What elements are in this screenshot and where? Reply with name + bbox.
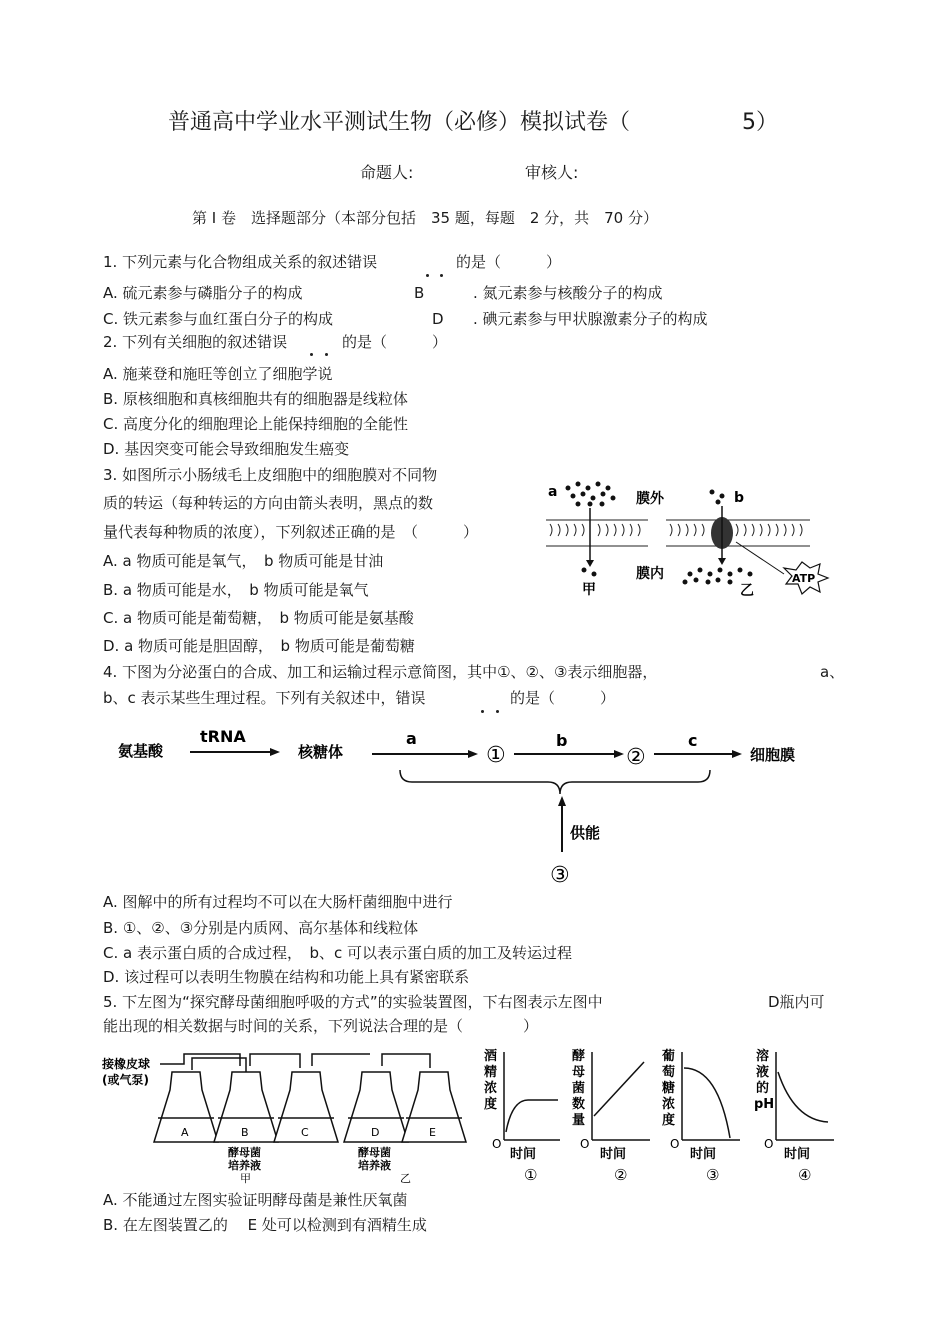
graph-3-ylabel-4: 浓 bbox=[662, 1097, 676, 1112]
particles-b-outside bbox=[710, 490, 725, 505]
graph-1-ylabel-3: 浓 bbox=[484, 1081, 498, 1096]
graph-4 bbox=[754, 1048, 834, 1184]
emphasis-dot bbox=[481, 710, 484, 713]
fig-label-yi: 乙 bbox=[400, 1172, 411, 1185]
graph-1-ylabel-1: 酒 bbox=[484, 1049, 498, 1064]
flask-label-b: B bbox=[241, 1126, 249, 1139]
fig-pump-label: 接橡皮球 bbox=[102, 1057, 151, 1071]
graph-4-ylabel-1: 溶 bbox=[756, 1049, 770, 1064]
graph-1-xlabel: 时间 bbox=[510, 1147, 537, 1162]
q2-stem: 2. 下列有关细胞的叙述错误 bbox=[103, 333, 288, 351]
graph-1-curve bbox=[506, 1100, 558, 1132]
graph-2 bbox=[572, 1048, 650, 1184]
graph-2-ylabel-3: 菌 bbox=[572, 1081, 586, 1096]
fig-label-atp: ATP bbox=[792, 572, 816, 585]
graph-4-number: ④ bbox=[798, 1166, 812, 1184]
graph-3-ylabel-1: 葡 bbox=[662, 1049, 676, 1064]
q2-option-a: A. 施莱登和施旺等创立了细胞学说 bbox=[103, 365, 333, 383]
graph-4-origin: O bbox=[764, 1137, 774, 1151]
fig-amino-acid: 氨基酸 bbox=[118, 742, 164, 760]
fig-culture-label-jia: 培养液 bbox=[228, 1159, 261, 1172]
secretory-protein-flow bbox=[110, 726, 830, 890]
particles-a-outside bbox=[566, 482, 616, 507]
q4-line2: b、c 表示某些生理过程。下列有关叙述中，错误 bbox=[103, 689, 426, 707]
graph-2-ylabel-2: 母 bbox=[572, 1065, 586, 1080]
q3-line2: 质的转运（每种转运的方向由箭头表明，黑点的数 bbox=[103, 494, 434, 512]
q4-line1: 4. 下图为分泌蛋白的合成、加工和运输过程示意简图，其中①、②、③表示细胞器， bbox=[103, 663, 658, 681]
q3-option-b: B. a 物质可能是水， b 物质可能是氧气 bbox=[103, 581, 369, 599]
graph-4-curve bbox=[778, 1072, 828, 1122]
emphasis-dot bbox=[310, 353, 313, 356]
q5-option-b: B. 在左图装置乙的 E 处可以检测到有酒精生成 bbox=[103, 1216, 427, 1234]
section-heading: 第 Ⅰ 卷 选择题部分（本部分包括 35 题，每题 2 分，共 70 分） bbox=[192, 209, 658, 227]
graph-1-ylabel-2: 精 bbox=[484, 1065, 498, 1080]
yeast-respiration-apparatus bbox=[100, 1046, 470, 1186]
fig-trna: tRNA bbox=[200, 727, 246, 746]
graph-3-curve bbox=[684, 1068, 730, 1138]
q4-line1-end: a、 bbox=[820, 663, 845, 681]
graph-4-ylabel-4: pH bbox=[754, 1097, 775, 1112]
graph-1-number: ① bbox=[524, 1166, 538, 1184]
tubes bbox=[160, 1054, 430, 1072]
q1-option-d-letter: D bbox=[432, 310, 444, 328]
q1-stem: 1. 下列元素与化合物组成关系的叙述错误 bbox=[103, 253, 378, 271]
graph-4-ylabel-3: 的 bbox=[756, 1081, 770, 1096]
reviewer-label: 审核人: bbox=[525, 163, 579, 182]
fig-cell-membrane: 细胞膜 bbox=[750, 746, 796, 764]
q2-option-b: B. 原核细胞和真核细胞共有的细胞器是线粒体 bbox=[103, 390, 408, 408]
q1-option-d: . 碘元素参与甲状腺激素分子的构成 bbox=[473, 310, 708, 328]
flask-label-d: D bbox=[371, 1126, 380, 1139]
q5-line1-end: D瓶内可 bbox=[768, 993, 825, 1011]
fig-label-jia: 甲 bbox=[582, 582, 596, 598]
graph-3-ylabel-3: 糖 bbox=[662, 1081, 676, 1096]
author-label: 命题人: bbox=[360, 163, 414, 182]
fig-label-jia: 甲 bbox=[240, 1172, 251, 1185]
lipid-bilayer bbox=[546, 520, 810, 546]
fig-organelle-3: ③ bbox=[550, 863, 570, 888]
page-title: 普通高中学业水平测试生物（必修）模拟试卷（ bbox=[168, 110, 631, 135]
graph-2-ylabel-1: 酵 bbox=[572, 1049, 586, 1064]
q4-option-b: B. ①、②、③分别是内质网、高尔基体和线粒体 bbox=[103, 919, 419, 937]
graph-3-ylabel-2: 萄 bbox=[662, 1065, 676, 1080]
graph-3 bbox=[661, 1048, 740, 1184]
q2-stem-end: 的是（ ） bbox=[342, 333, 448, 351]
atp-arrow bbox=[736, 542, 784, 574]
q4-line2-end: 的是（ ） bbox=[510, 689, 616, 707]
q3-option-a: A. a 物质可能是氧气， b 物质可能是甘油 bbox=[103, 552, 384, 570]
fig-culture-label-yi: 培养液 bbox=[358, 1159, 391, 1172]
q1-option-b-letter: B bbox=[414, 284, 425, 302]
q3-line3: 量代表每种物质的浓度），下列叙述正确的是 （ ） bbox=[103, 523, 479, 541]
q4-option-d: D. 该过程可以表明生物膜在结构和功能上具有紧密联系 bbox=[103, 968, 470, 986]
graph-4-xlabel: 时间 bbox=[784, 1147, 811, 1162]
q1-option-a: A. 硫元素参与磷脂分子的构成 bbox=[103, 284, 303, 302]
q4-option-a: A. 图解中的所有过程均不可以在大肠杆菌细胞中进行 bbox=[103, 893, 453, 911]
flask-label-a: A bbox=[181, 1126, 189, 1139]
fig-process-c: c bbox=[688, 731, 698, 750]
fig-label-b: b bbox=[734, 490, 745, 506]
flask-label-e: E bbox=[429, 1126, 436, 1139]
graph-3-origin: O bbox=[670, 1137, 680, 1151]
q3-option-d: D. a 物质可能是胆固醇， b 物质可能是葡萄糖 bbox=[103, 637, 415, 655]
q2-option-d: D. 基因突变可能会导致细胞发生癌变 bbox=[103, 440, 350, 458]
fig-energy-supply: 供能 bbox=[570, 824, 601, 842]
particles-a-inside bbox=[582, 568, 597, 577]
brace bbox=[400, 770, 710, 794]
fig-organelle-2: ② bbox=[626, 745, 646, 770]
emphasis-dot bbox=[426, 274, 429, 277]
graph-2-curve bbox=[594, 1062, 644, 1116]
q2-option-c: C. 高度分化的细胞理论上能保持细胞的全能性 bbox=[103, 415, 409, 433]
graph-3-ylabel-5: 度 bbox=[662, 1113, 676, 1128]
graph-2-ylabel-4: 数 bbox=[572, 1097, 586, 1112]
fig-process-b: b bbox=[556, 731, 568, 750]
q5-option-a: A. 不能通过左图实验证明酵母菌是兼性厌氧菌 bbox=[103, 1191, 408, 1209]
fig-pump-label-2: (或气泵) bbox=[102, 1073, 149, 1087]
flask-label-c: C bbox=[301, 1126, 309, 1139]
particles-b-inside bbox=[683, 568, 753, 585]
graph-2-ylabel-5: 量 bbox=[572, 1113, 586, 1128]
q4-option-c: C. a 表示蛋白质的合成过程， b、c 可以表示蛋白质的加工及转运过程 bbox=[103, 944, 573, 962]
q5-line1: 5. 下左图为“探究酵母菌细胞呼吸的方式”的实验装置图，下右图表示左图中 bbox=[103, 993, 603, 1011]
respiration-graphs bbox=[478, 1046, 844, 1186]
fig-organelle-1: ① bbox=[486, 743, 506, 768]
fig-ribosome: 核糖体 bbox=[298, 743, 344, 761]
fig-label-inside: 膜内 bbox=[636, 566, 664, 582]
emphasis-dot bbox=[496, 710, 499, 713]
graph-1 bbox=[483, 1048, 560, 1184]
fig-label-a: a bbox=[548, 484, 558, 500]
graph-3-xlabel: 时间 bbox=[690, 1147, 717, 1162]
graph-2-origin: O bbox=[580, 1137, 590, 1151]
fig-label-yi: 乙 bbox=[740, 583, 754, 599]
q3-option-c: C. a 物质可能是葡萄糖， b 物质可能是氨基酸 bbox=[103, 609, 414, 627]
graph-2-number: ② bbox=[614, 1166, 628, 1184]
graph-1-origin: O bbox=[492, 1137, 502, 1151]
emphasis-dot bbox=[440, 274, 443, 277]
fig-label-outside: 膜外 bbox=[636, 491, 664, 507]
q5-line2: 能出现的相关数据与时间的关系，下列说法合理的是（ ） bbox=[103, 1017, 539, 1035]
graph-2-xlabel: 时间 bbox=[600, 1147, 627, 1162]
graph-3-number: ③ bbox=[706, 1166, 720, 1184]
graph-1-ylabel-4: 度 bbox=[484, 1097, 498, 1112]
emphasis-dot bbox=[325, 353, 328, 356]
q1-option-b: . 氮元素参与核酸分子的构成 bbox=[473, 284, 663, 302]
fig-process-a: a bbox=[406, 729, 417, 748]
q1-option-c: C. 铁元素参与血红蛋白分子的构成 bbox=[103, 310, 334, 328]
membrane-transport-figure bbox=[540, 474, 840, 600]
fig-yeast-label-jia: 酵母菌 bbox=[228, 1146, 261, 1159]
page-title-number: 5） bbox=[742, 110, 778, 135]
graph-4-ylabel-2: 液 bbox=[756, 1065, 770, 1080]
fig-yeast-label-yi: 酵母菌 bbox=[358, 1146, 391, 1159]
q1-stem-end: 的是（ ） bbox=[456, 253, 562, 271]
q3-line1: 3. 如图所示小肠绒毛上皮细胞中的细胞膜对不同物 bbox=[103, 466, 438, 484]
